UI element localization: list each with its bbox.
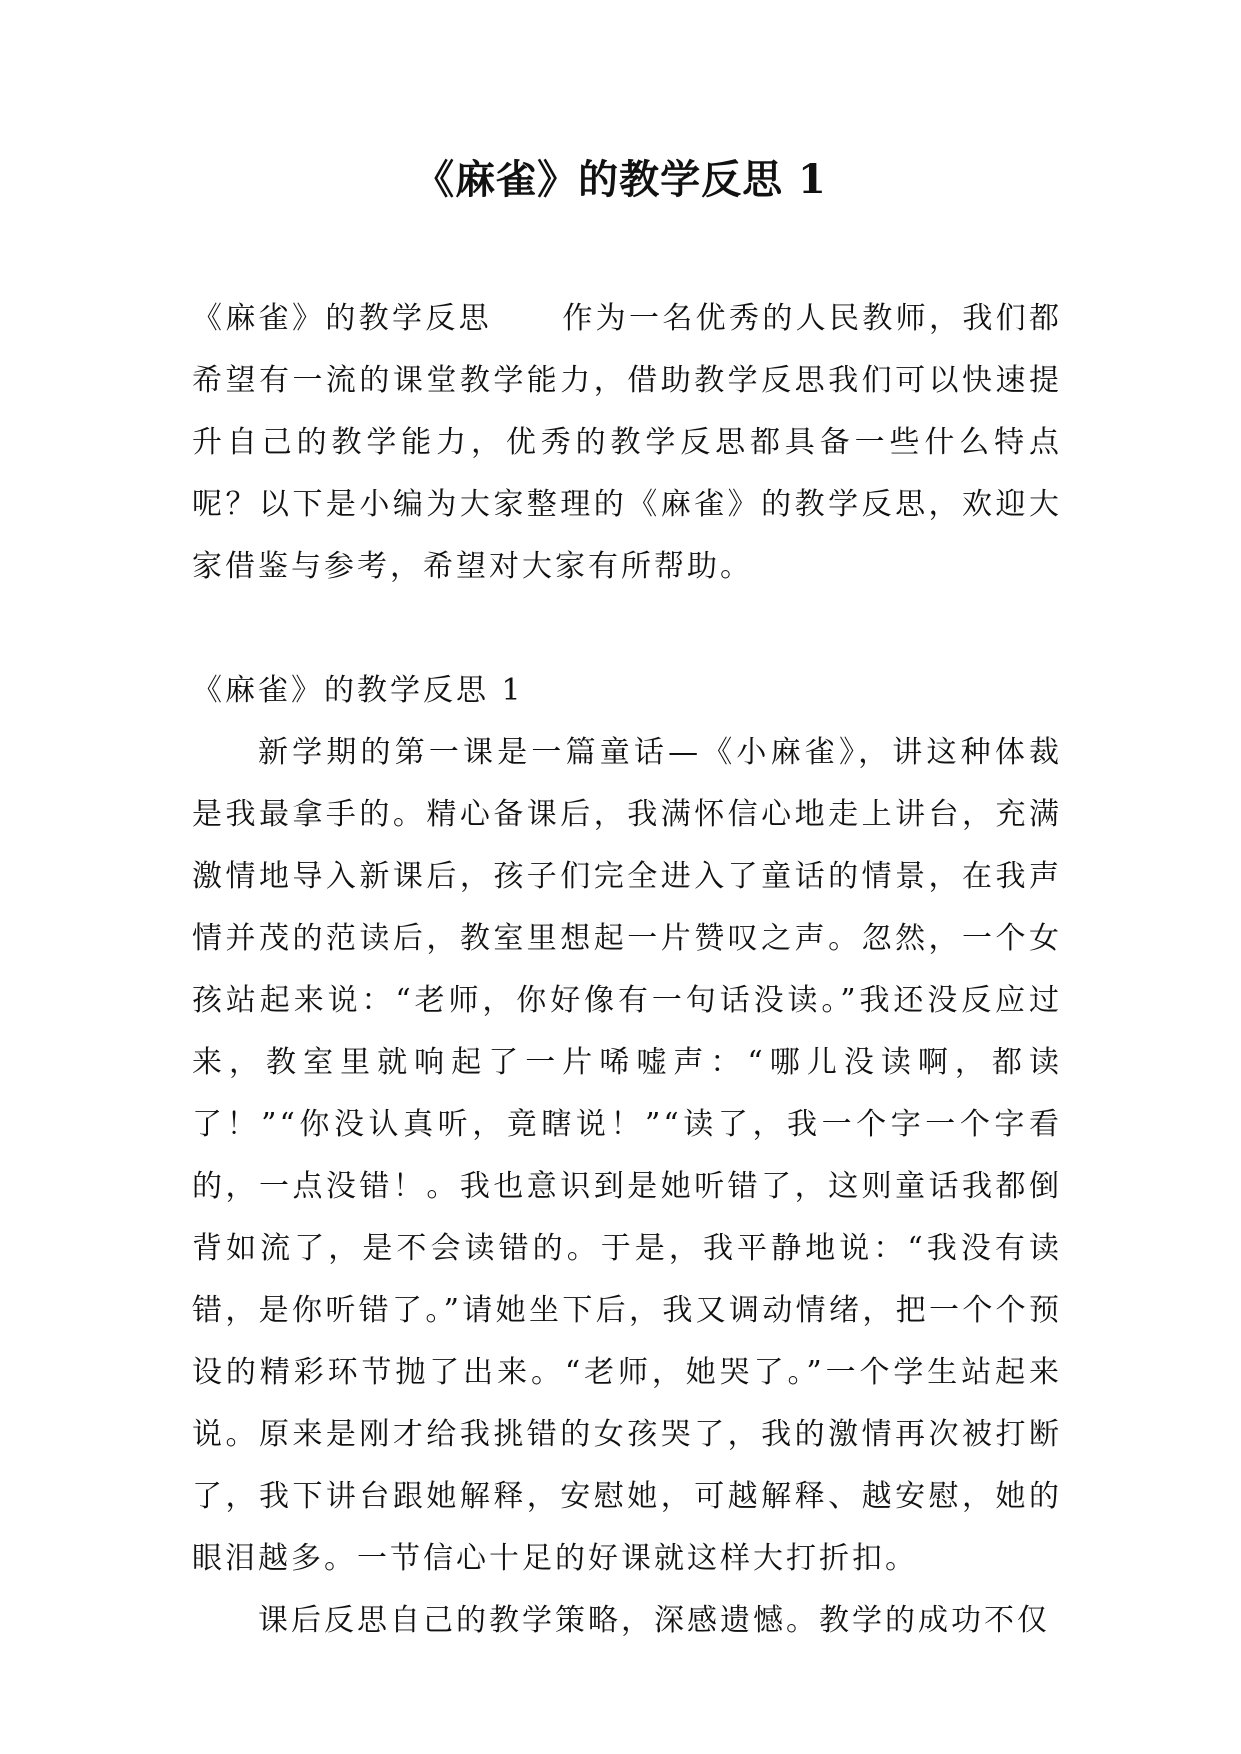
intro-text: 作为一名优秀的人民教师，我们都希望有一流的课堂教学能力，借助教学反思我们可以快速提升自己的教学能力，优秀的教学反思都具备一些什么特点呢？以下是小编为大家整理的《麻雀》的教学反思，欢迎大家借鉴与参考，希望对大家有所帮助。: [192, 301, 1062, 584]
section-heading: 《麻雀》的教学反思 1: [192, 673, 524, 708]
document-body: [192, 288, 1062, 1652]
body-paragraph: 新学期的第一课是一篇童话—《小麻雀》，讲这种体裁是我最拿手的。精心备课后，我满怀信心地走上讲台，充满激情地导入新课后，孩子们完全进入了童话的情景，在我声情并茂的范读后，教室里想起一片赞叹之声。忽然，一个女孩站起来说：“老师，你好像有一句话没读。”我还没反应过来，教室里就响起了一片唏嘘声：“哪儿没读啊，都读了！”“你没认真听，竟瞎说！”“读了，我一个字一个字看的，一点没错！。我也意识到是她听错了，这则童话我都倒背如流了，是不会读错的。于是，我平静地说：“我没有读错，是你听错了。”请她坐下后，我又调动情绪，把一个个预设的精彩环节抛了出来。“老师，她哭了。”一个学生站起来说。原来是刚才给我挑错的女孩哭了，我的激情再次被打断了，我下讲台跟她解释，安慰她，可越解释、越安慰，她的眼泪越多。一节信心十足的好课就这样大打折扣。: [192, 735, 1062, 1576]
document-title: 《麻雀》的教学反思 1: [414, 156, 827, 203]
body-paragraph: 课后反思自己的教学策略，深感遗憾。教学的成功不仅: [258, 1603, 1050, 1638]
intro-lead: 《麻雀》的教学反思: [192, 301, 492, 336]
intro-paragraph: [192, 288, 1062, 598]
